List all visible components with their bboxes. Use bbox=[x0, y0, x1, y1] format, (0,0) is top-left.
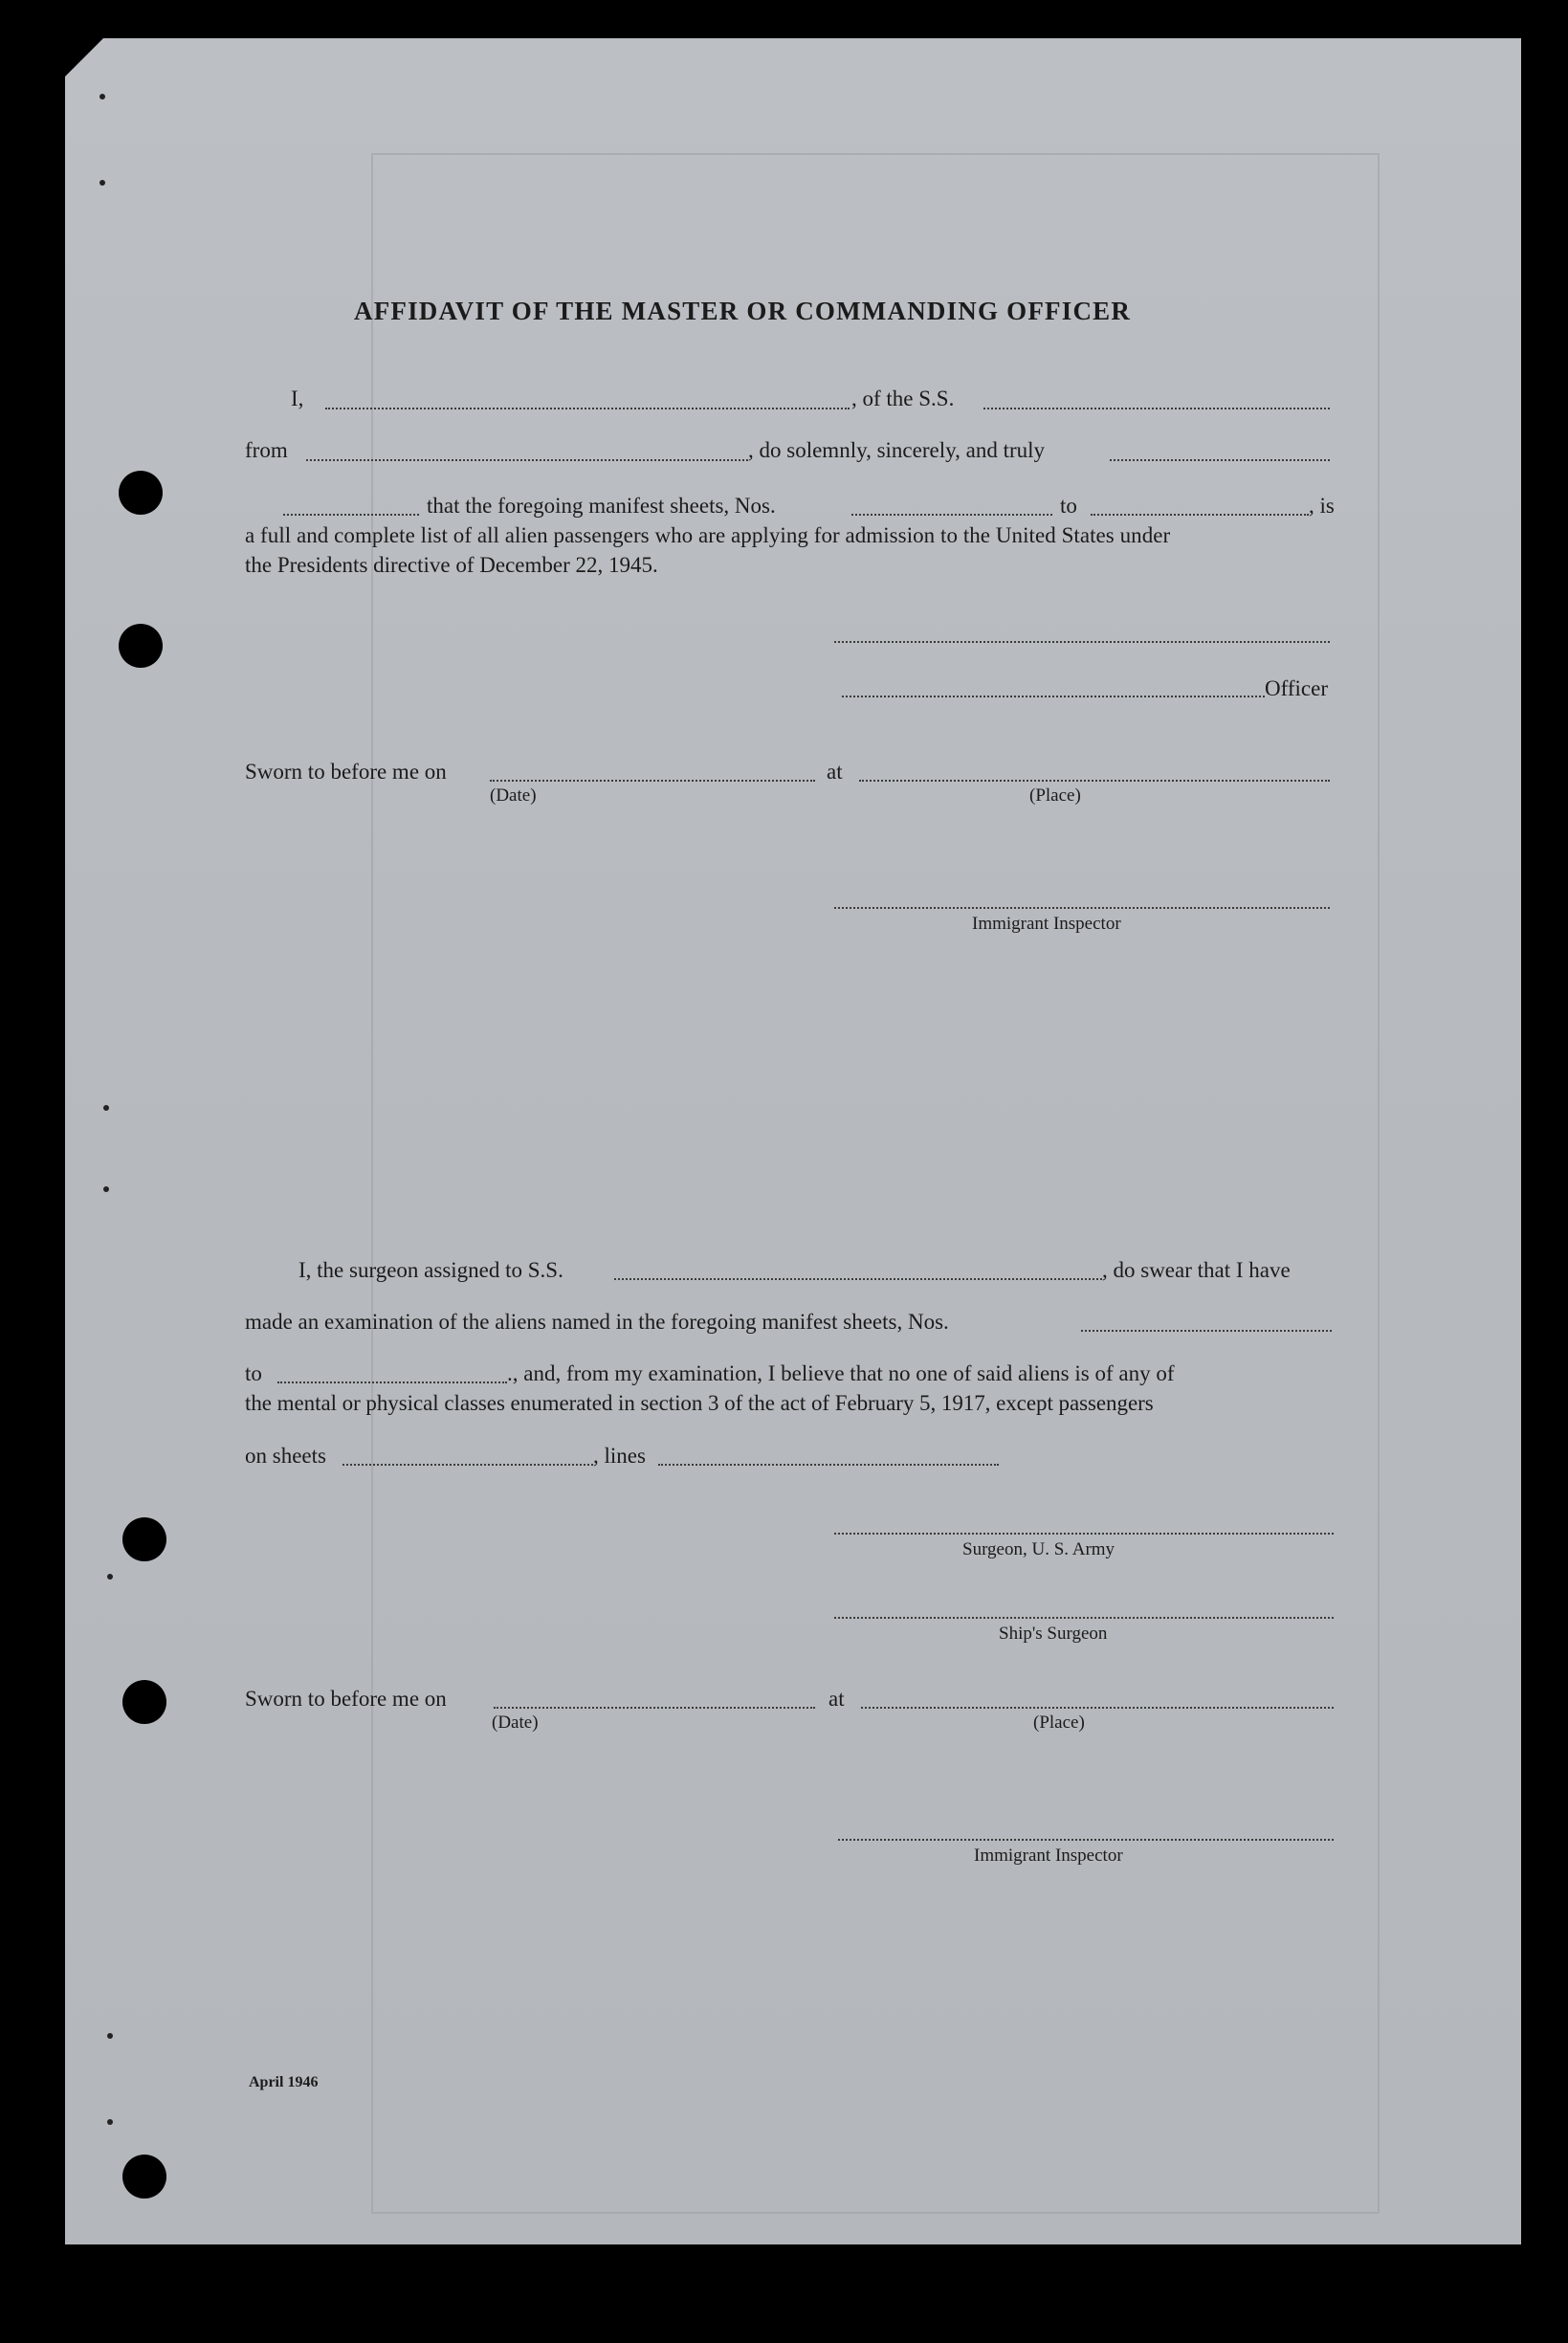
ship-name-field[interactable] bbox=[983, 408, 1330, 409]
except-lines-field[interactable] bbox=[658, 1464, 999, 1466]
form-title: AFFIDAVIT OF THE MASTER OR COMMANDING OFFICER bbox=[354, 297, 1132, 325]
label-of-ss: , of the S.S. bbox=[851, 387, 955, 410]
label-sworn-2: Sworn to before me on bbox=[245, 1687, 447, 1711]
caption-date-2: (Date) bbox=[492, 1713, 539, 1733]
officer-signature-line[interactable] bbox=[842, 696, 1265, 697]
sheet-to-field[interactable] bbox=[1091, 514, 1309, 516]
master-name-field[interactable] bbox=[325, 408, 850, 409]
master-text-line2: a full and complete list of all alien passengers who are applying for admission to the United States under bbox=[245, 523, 1171, 547]
label-from: from bbox=[245, 438, 288, 462]
surgeon-line4: the mental or physical classes enumerated in section 3 of the act of February 5, 1917, except passengers bbox=[245, 1391, 1154, 1415]
caption-place-2: (Place) bbox=[1033, 1713, 1085, 1733]
surgeon-line2: made an examination of the aliens named in the foregoing manifest sheets, Nos. bbox=[245, 1310, 949, 1334]
sworn-date-field-1[interactable] bbox=[490, 780, 815, 782]
surgeon-ship-field[interactable] bbox=[614, 1278, 1102, 1280]
master-text-line3: the Presidents directive of December 22, 1945. bbox=[245, 553, 658, 577]
ship-surgeon-signature-line[interactable] bbox=[834, 1617, 1334, 1619]
label-i: I, bbox=[291, 387, 304, 410]
label-solemnly: , do solemnly, sincerely, and truly bbox=[748, 438, 1046, 462]
surgeon-label-sheets: on sheets bbox=[245, 1444, 326, 1468]
form-date: April 1946 bbox=[249, 2074, 319, 2090]
caption-date-1: (Date) bbox=[490, 785, 537, 806]
label-officer: Officer bbox=[1265, 676, 1328, 700]
label-at-2: at bbox=[828, 1687, 845, 1711]
sworn-date-field-2[interactable] bbox=[494, 1707, 815, 1709]
caption-place-1: (Place) bbox=[1029, 785, 1081, 806]
sworn-place-field-1[interactable] bbox=[859, 780, 1330, 782]
surgeon-sheet-from-field[interactable] bbox=[1081, 1330, 1332, 1332]
surgeon-sheet-to-field[interactable] bbox=[277, 1381, 507, 1383]
except-sheets-field[interactable] bbox=[342, 1464, 593, 1466]
inspector-signature-line-1[interactable] bbox=[834, 907, 1330, 909]
label-to: to bbox=[1060, 494, 1077, 518]
caption-inspector-1: Immigrant Inspector bbox=[972, 914, 1121, 934]
oath-form-field[interactable] bbox=[1110, 459, 1330, 461]
surgeon-line1b: , do swear that I have bbox=[1102, 1258, 1291, 1282]
surgeon-label-lines: , lines bbox=[593, 1444, 646, 1468]
label-is: , is bbox=[1309, 494, 1335, 518]
surgeon-label-to: to bbox=[245, 1361, 262, 1385]
label-sworn-1: Sworn to before me on bbox=[245, 760, 447, 784]
caption-inspector-2: Immigrant Inspector bbox=[974, 1846, 1123, 1866]
oath-verb-field[interactable] bbox=[283, 514, 419, 516]
surgeon-line3: ., and, from my examination, I believe that no one of said aliens is of any of bbox=[507, 1361, 1175, 1385]
port-from-field[interactable] bbox=[306, 459, 748, 461]
sworn-place-field-2[interactable] bbox=[861, 1707, 1334, 1709]
caption-ship-surgeon: Ship's Surgeon bbox=[999, 1624, 1108, 1644]
label-at-1: at bbox=[827, 760, 843, 784]
master-signature-line[interactable] bbox=[834, 641, 1330, 643]
caption-army-surgeon: Surgeon, U. S. Army bbox=[962, 1539, 1115, 1559]
sheet-from-field[interactable] bbox=[851, 514, 1052, 516]
army-surgeon-signature-line[interactable] bbox=[834, 1533, 1334, 1535]
inspector-signature-line-2[interactable] bbox=[838, 1839, 1334, 1841]
label-foregoing: that the foregoing manifest sheets, Nos. bbox=[427, 494, 776, 518]
surgeon-line1a: I, the surgeon assigned to S.S. bbox=[298, 1258, 563, 1282]
